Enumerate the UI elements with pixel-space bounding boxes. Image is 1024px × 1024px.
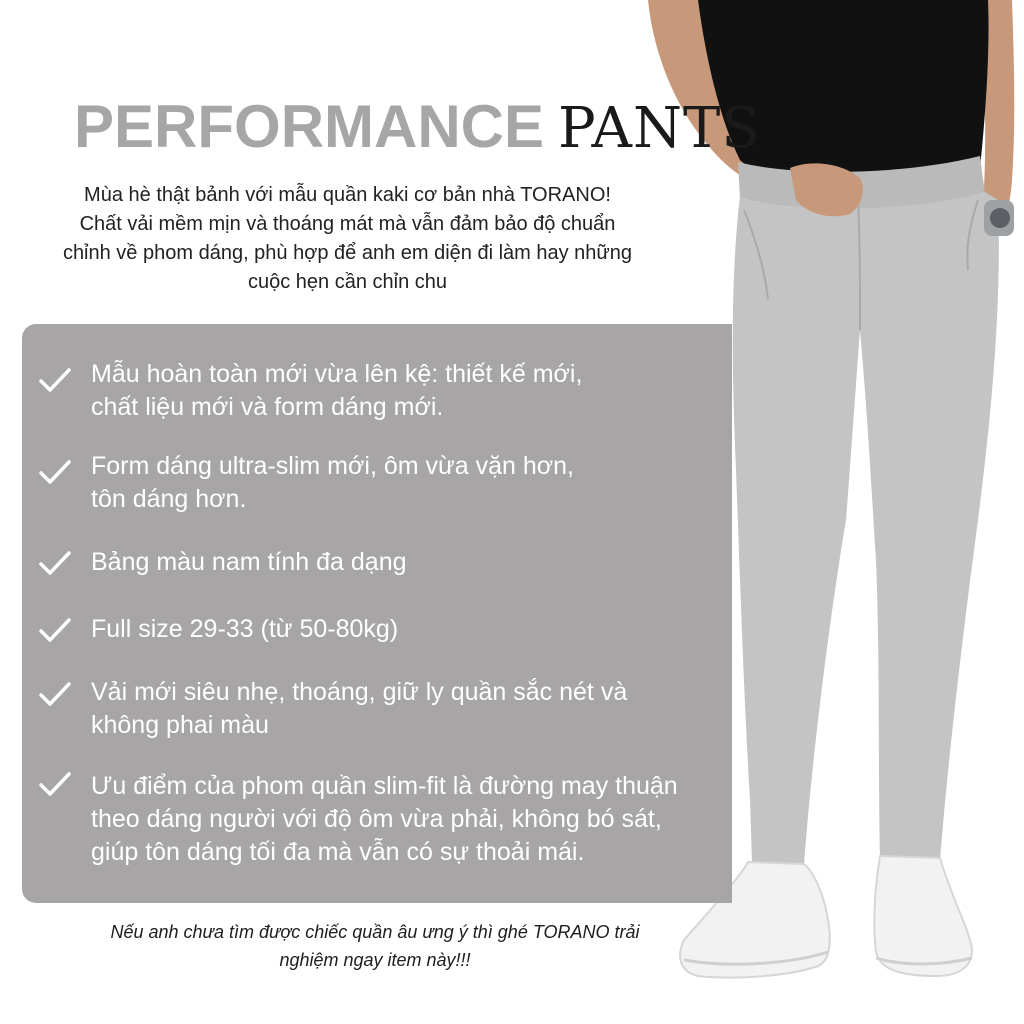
check-icon [38,458,72,486]
feature-text: Mẫu hoàn toàn mới vừa lên kệ: thiết kế mới, chất liệu mới và form dáng mới. [91,360,583,421]
intro-line: Chất vải mềm mịn và thoáng mát mà vẫn đảm bảo độ chuẩn [79,213,616,235]
check-icon [38,770,72,798]
feature-text: Ưu điểm của phom quần slim-fit là đường may thuận theo dáng người với độ ôm vừa phải, không bó sát, giúp tôn dáng tối đa mà vẫn có sự thoải mái. [91,772,678,866]
headline-bold: PERFORMANCE [74,93,545,160]
intro-line: cuộc hẹn cần chỉn chu [247,271,448,293]
footer-line: Nếu anh chưa tìm được chiếc quần âu ưng ý thì ghé TORANO trải [110,922,640,942]
intro-line: Mùa hè thật bảnh với mẫu quần kaki cơ bản nhà TORANO! [84,184,611,206]
intro-paragraph [40,181,655,297]
headline-thin: PANTS [558,96,761,161]
check-icon [38,616,72,644]
intro-line: chỉnh về phom dáng, phù hợp để anh em diện đi làm hay những [62,242,633,264]
right-shoe [874,856,972,976]
footer-cta [40,918,710,974]
pants [733,192,999,866]
check-icon [38,366,72,394]
headline [74,92,761,162]
feature-text: Full size 29-33 (từ 50-80kg) [91,615,399,643]
feature-text: Form dáng ultra-slim mới, ôm vừa vặn hơn, tôn dáng hơn. [91,452,574,513]
features-panel [22,324,732,903]
footer-line: nghiệm ngay item này!!! [279,950,471,970]
check-icon [38,680,72,708]
feature-text: Vải mới siêu nhẹ, thoáng, giữ ly quần sắc nét và không phai màu [91,678,628,739]
feature-text: Bảng màu nam tính đa dạng [91,548,407,576]
check-icon [38,549,72,577]
